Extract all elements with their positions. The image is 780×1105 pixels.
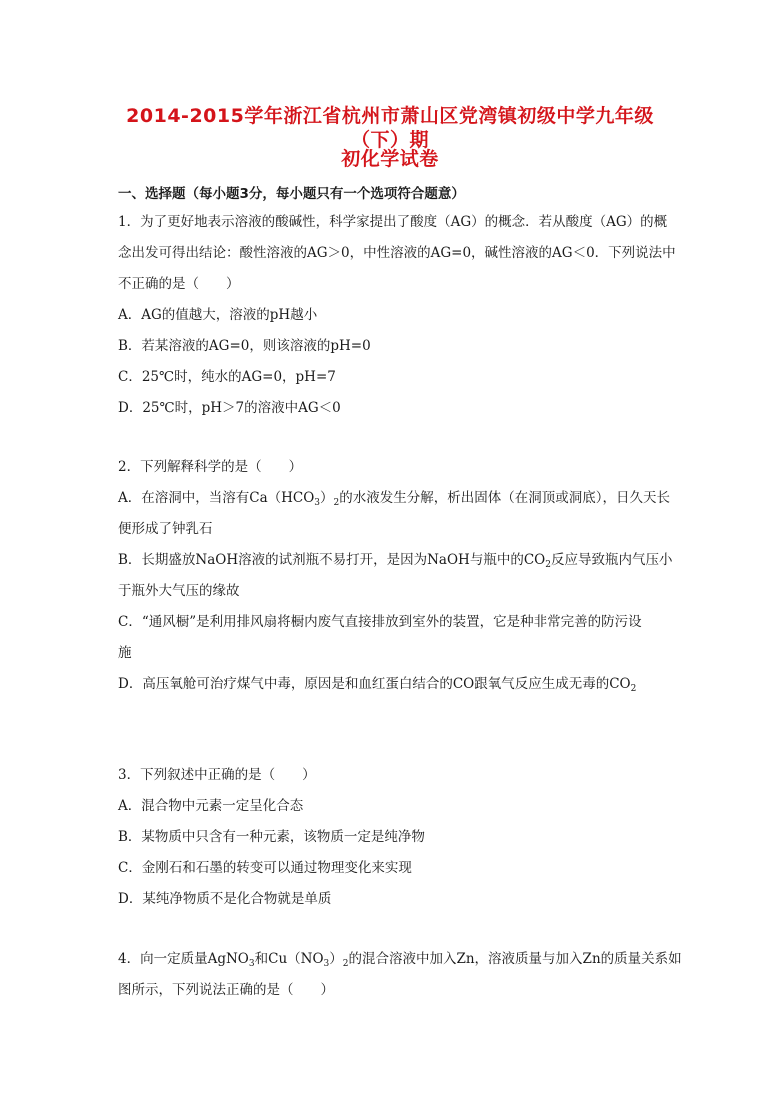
q2-option-a-line-1 [118, 489, 670, 507]
q4-subscript-1: 3 [248, 959, 255, 969]
q4-stem-line-1 [118, 950, 682, 968]
q4-subscript-2: 3 [323, 959, 330, 969]
exam-title-line-2: 初化学试卷 [341, 148, 439, 170]
q2-option-a-subscript-2: 2 [333, 498, 340, 508]
q2-option-a-line-2: 便形成了钟乳石 [118, 521, 213, 537]
q4-text-4: 的混合溶液中加入Zn，溶液质量与加入Zn的质量关系如 [348, 951, 682, 967]
q2-option-d-subscript: 2 [630, 684, 637, 694]
q4-stem-line-2: 图所示，下列说法正确的是（ ） [118, 982, 334, 998]
q4-text-2: 和Cu（NO [254, 951, 324, 967]
q2-stem: 2．下列解释科学的是（ ） [118, 459, 303, 475]
q1-stem-line-1: 1．为了更好地表示溶液的酸碱性，科学家提出了酸度（AG）的概念．若从酸度（AG）的概 [118, 214, 668, 230]
q2-option-a-text-1: A．在溶洞中，当溶有Ca（HCO [118, 490, 315, 506]
q4-text-1: 4．向一定质量AgNO [118, 951, 249, 967]
q2-option-d-text: D．高压氧舱可治疗煤气中毒，原因是和血红蛋白结合的CO跟氧气反应生成无毒的CO [118, 676, 631, 692]
q2-option-d [118, 675, 636, 693]
q1-option-c: C．25℃时，纯水的AG=0，pH=7 [118, 369, 336, 385]
q2-option-b-line-2: 于瓶外大气压的缘故 [118, 583, 240, 599]
q2-option-c-line-1: C．“通风橱”是利用排风扇将橱内废气直接排放到室外的装置，它是种非常完善的防污设 [118, 614, 642, 630]
q3-option-a: A．混合物中元素一定呈化合态 [118, 798, 304, 814]
q2-option-b-text-2: 反应导致瓶内气压小 [550, 552, 673, 568]
q4-text-3: ） [329, 951, 343, 967]
q1-stem-line-3: 不正确的是（ ） [118, 276, 240, 292]
q1-option-d: D．25℃时，pH＞7的溶液中AG＜0 [118, 400, 341, 416]
q2-option-c-line-2: 施 [118, 645, 132, 661]
q2-option-b-text-1: B．长期盛放NaOH溶液的试剂瓶不易打开，是因为NaOH与瓶中的CO [118, 552, 546, 568]
q2-option-b-line-1 [118, 551, 672, 569]
q3-option-c: C．金刚石和石墨的转变可以通过物理变化来实现 [118, 860, 412, 876]
exam-title-line-1: 2014-2015学年浙江省杭州市萧山区党湾镇初级中学九年级（下）期 [126, 105, 654, 151]
q3-option-d: D．某纯净物质不是化合物就是单质 [118, 891, 332, 907]
q1-option-a: A．AG的值越大，溶液的pH越小 [118, 307, 318, 323]
q3-option-b: B．某物质中只含有一种元素，该物质一定是纯净物 [118, 829, 425, 845]
q4-subscript-3: 2 [342, 959, 349, 969]
q2-option-a-text-2: ） [320, 490, 334, 506]
q2-option-a-text-3: 的水液发生分解，析出固体（在洞顶或洞底），日久天长 [339, 490, 671, 506]
q1-stem-line-2: 念出发可得出结论：酸性溶液的AG＞0，中性溶液的AG=0，碱性溶液的AG＜0．下列说法中 [118, 245, 676, 261]
q2-option-b-subscript: 2 [545, 560, 551, 570]
q2-option-a-subscript-1: 3 [314, 498, 321, 508]
q3-stem: 3．下列叙述中正确的是（ ） [118, 767, 316, 783]
q1-option-b: B．若某溶液的AG=0，则该溶液的pH=0 [118, 338, 371, 354]
section-heading: 一、选择题（每小题3分，每小题只有一个选项符合题意） [118, 186, 465, 202]
